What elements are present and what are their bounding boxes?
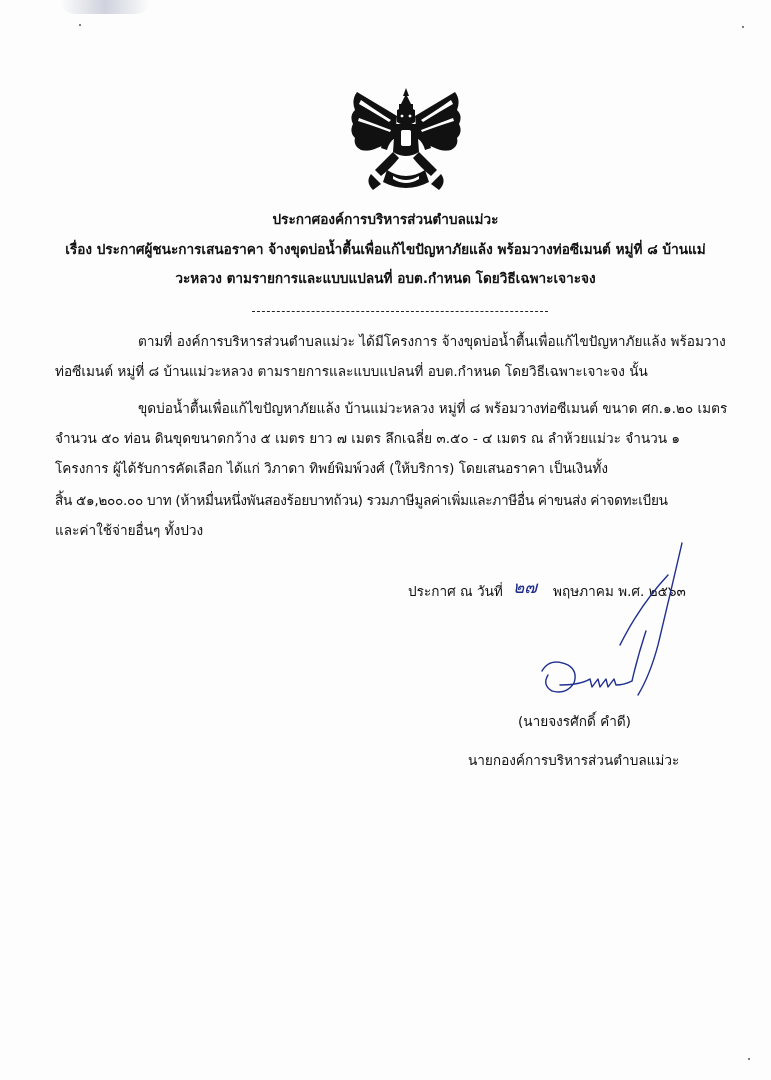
paragraph-1-line-2: ท่อซีเมนต์ หมู่ที่ ๘ บ้านแม่วะหลวง ตามรายการและแบบแปลนที่ อบต.กำหนด โดยวิธีเฉพาะเจาะจง นั้น (55, 364, 648, 380)
document-title: ประกาศองค์การบริหารส่วนตำบลแม่วะ (272, 212, 499, 228)
scan-edge-mark (60, 0, 150, 14)
paragraph-1-line-1: ตามที่ องค์การบริหารส่วนตำบลแม่วะ ได้มีโครงการ จ้างขุดบ่อน้ำตื้นเพื่อแก้ไขปัญหาภัยแล้ง พร้อมวาง (138, 334, 726, 350)
scan-speck (742, 26, 744, 28)
signer-name: (นายจงรศักดิ์ คำดี) (518, 714, 631, 730)
scan-speck (79, 24, 81, 26)
signature-mark (520, 535, 700, 715)
dashed-divider (252, 311, 548, 312)
paragraph-2-line-2: จำนวน ๕๐ ท่อน ดินขุดขนาดกว้าง ๕ เมตร ยาว ๗ เมตร ลึกเฉลี่ย ๓.๕๐ - ๔ เมตร ณ ลำห้วยแม่วะ จำนวน ๑ (55, 431, 681, 447)
scan-speck (748, 1058, 750, 1060)
paragraph-2-line-1: ขุดบ่อน้ำตื้นเพื่อแก้ไขปัญหาภัยแล้ง บ้านแม่วะหลวง หมู่ที่ ๘ พร้อมวางท่อซีเมนต์ ขนาด ศก.๑.๒๐ เมตร (138, 401, 728, 417)
handwritten-day: ๒๗ (513, 578, 537, 598)
garuda-emblem-icon (347, 86, 465, 196)
paragraph-2-line-4: สิ้น ๕๑,๒๐๐.๐๐ บาท (ห้าหมื่นหนึ่งพันสองร้อยบาทถ้วน) รวมภาษีมูลค่าเพิ่มและภาษีอื่น ค่าขนส่ง ค่าจดทะเบียน (55, 493, 668, 509)
announce-month-year: พฤษภาคม พ.ศ. ๒๕๖๓ (553, 584, 686, 600)
paragraph-2-line-3: โครงการ ผู้ได้รับการคัดเลือก ได้แก่ วิภาดา ทิพย์พิมพ์วงศ์ (ให้บริการ) โดยเสนอราคา เป็นเงินทั้ง (55, 461, 608, 477)
signer-position: นายกองค์การบริหารส่วนตำบลแม่วะ (468, 753, 680, 769)
subject-line-1: เรื่อง ประกาศผู้ชนะการเสนอราคา จ้างขุดบ่อน้ำตื้นเพื่อแก้ไขปัญหาภัยแล้ง พร้อมวางท่อซีเมนต์ หมู่ที่ ๘ บ้านแม่ (65, 242, 706, 258)
paragraph-2-line-5: และค่าใช้จ่ายอื่นๆ ทั้งปวง (55, 523, 204, 539)
subject-line-2: วะหลวง ตามรายการและแบบแปลนที่ อบต.กำหนด โดยวิธีเฉพาะเจาะจง (175, 271, 596, 287)
announce-prefix: ประกาศ ณ วันที่ (408, 584, 503, 600)
